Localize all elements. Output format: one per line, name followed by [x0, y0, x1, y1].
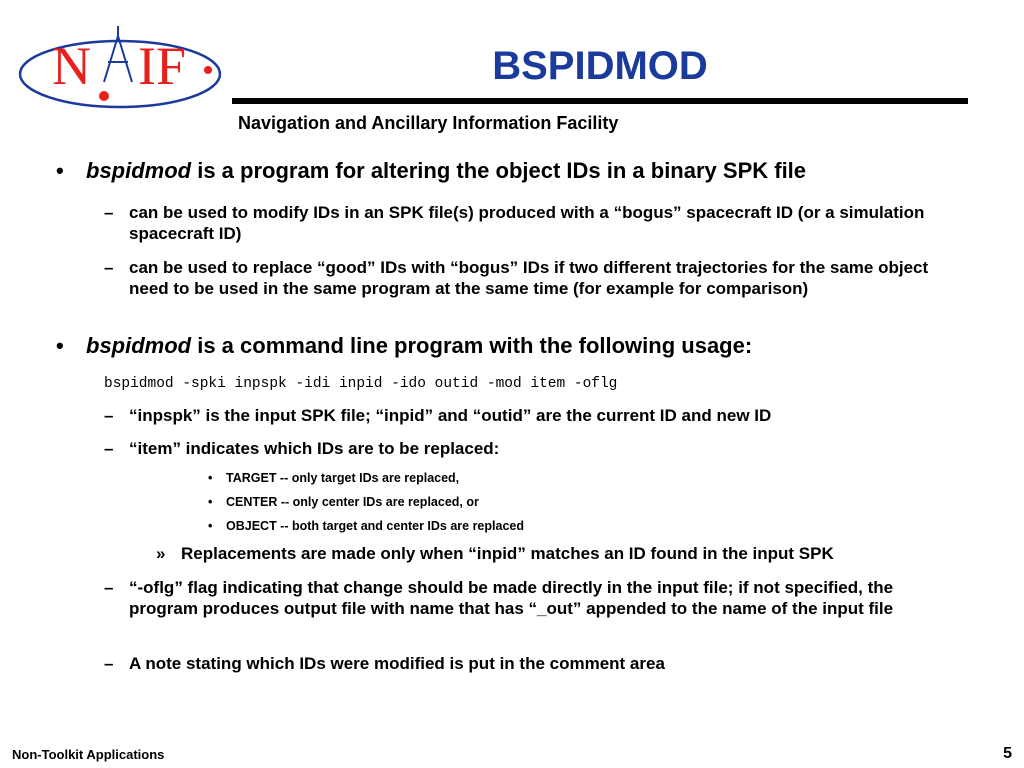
- item-option-text: OBJECT -- both target and center IDs are replaced: [226, 519, 524, 533]
- header-rule: [232, 98, 968, 104]
- bullet-2-text: is a command line program with the following usage:: [191, 333, 753, 358]
- usage-command: bspidmod -spki inpspk -idi inpid -ido outid -mod item -oflg: [104, 376, 618, 392]
- logo-letters-if: IF: [138, 36, 187, 96]
- dash-marker: –: [104, 258, 114, 277]
- logo-orbit-ellipse: [20, 41, 220, 107]
- bullet-1-program-name: bspidmod: [86, 158, 192, 183]
- bullet-2-sub-1-text: “inpspk” is the input SPK file; “inpid” and “outid” are the current ID and new ID: [129, 406, 772, 425]
- naif-logo: [14, 22, 226, 110]
- bullet-1-sub-1-text: can be used to modify IDs in an SPK file(s) produced with a “bogus” spacecraft ID (or a simulation spacecraft ID): [129, 203, 925, 243]
- bullet-1-sub-2-text: can be used to replace “good” IDs with “bogus” IDs if two different trajectories for the same object need to be used in the same program at the same time (for example for comparison): [129, 258, 929, 298]
- bullet-2-sub-4-text: A note stating which IDs were modified is put in the comment area: [129, 654, 665, 673]
- item-option-text: CENTER -- only center IDs are replaced, or: [226, 495, 479, 509]
- dash-marker: –: [104, 654, 114, 673]
- small-bullet-marker: •: [208, 471, 213, 485]
- bullet-marker: •: [56, 333, 64, 358]
- replacement-note-text: Replacements are made only when “inpid” matches an ID found in the input SPK: [181, 544, 834, 563]
- dash-marker: –: [104, 439, 114, 458]
- small-bullet-marker: •: [208, 519, 213, 533]
- logo-orbit-dot: [204, 66, 212, 74]
- bullet-2-sub-3-text: “-oflg” flag indicating that change should be made directly in the input file; if not specified, the program produces output file with name that has “_out” appended to the name of the input file: [129, 578, 894, 618]
- logo-letter-n: N: [52, 36, 91, 96]
- page-subtitle: Navigation and Ancillary Information Facility: [238, 113, 619, 133]
- bullet-2-sub-2-text: “item” indicates which IDs are to be replaced:: [129, 439, 500, 458]
- dash-marker: –: [104, 406, 114, 425]
- bullet-marker: •: [56, 158, 64, 183]
- page-title: BSPIDMOD: [492, 44, 708, 88]
- raquo-marker: »: [156, 544, 166, 563]
- item-option-text: TARGET -- only target IDs are replaced,: [226, 471, 460, 485]
- small-bullet-marker: •: [208, 495, 213, 509]
- logo-red-dot: [99, 91, 109, 101]
- bullet-1-text: is a program for altering the object IDs in a binary SPK file: [191, 158, 807, 183]
- page-number: 5: [1003, 745, 1012, 762]
- bullet-2-program-name: bspidmod: [86, 333, 192, 358]
- footer-section-label: Non-Toolkit Applications: [12, 747, 165, 762]
- dash-marker: –: [104, 203, 114, 222]
- logo-compass-icon: [104, 26, 132, 82]
- dash-marker: –: [104, 578, 114, 597]
